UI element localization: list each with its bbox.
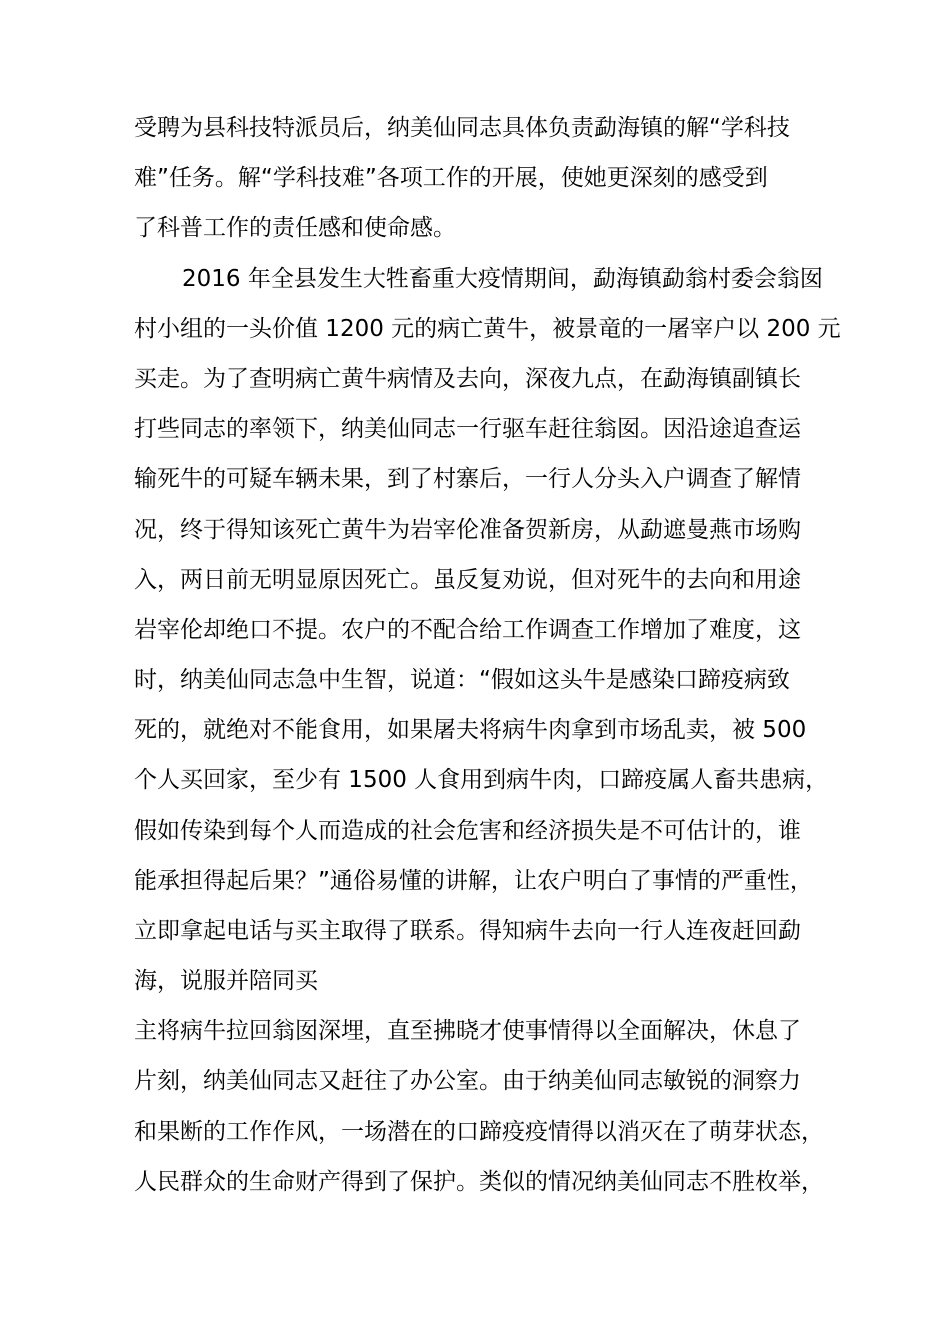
text-line: 立即拿起电话与买主取得了联系。得知病牛去向一行人连夜赶回勐 bbox=[134, 918, 801, 944]
text-line: 村小组的一头价值 1200 元的病亡黄牛，被景竜的一屠宰户以 200 元 bbox=[134, 316, 841, 342]
text-line: 了科普工作的责任感和使命感。 bbox=[134, 215, 456, 241]
text-line: 难”任务。解“学科技难”各项工作的开展，使她更深刻的感受到 bbox=[134, 165, 768, 191]
text-line: 输死牛的可疑车辆未果，到了村寨后，一行人分头入户调查了解情 bbox=[134, 466, 801, 492]
text-line: 入，两日前无明显原因死亡。虽反复劝说，但对死牛的去向和用途 bbox=[134, 567, 801, 593]
text-line: 假如传染到每个人而造成的社会危害和经济损失是不可估计的，谁 bbox=[134, 818, 801, 844]
text-line: 个人买回家，至少有 1500 人食用到病牛肉，口蹄疫属人畜共患病， bbox=[134, 767, 829, 793]
text-line: 和果断的工作作风，一场潜在的口蹄疫疫情得以消灭在了萌芽状态， bbox=[134, 1119, 824, 1145]
text-line: 主将病牛拉回翁囡深埋，直至拂晓才使事情得以全面解决，休息了 bbox=[134, 1018, 801, 1044]
text-line: 买走。为了查明病亡黄牛病情及去向，深夜九点，在勐海镇副镇长 bbox=[134, 366, 801, 392]
text-line: 岩宰伦却绝口不提。农户的不配合给工作调查工作增加了难度，这 bbox=[134, 617, 801, 643]
text-line: 况，终于得知该死亡黄牛为岩宰伦准备贺新房，从勐遮曼燕市场购 bbox=[134, 517, 801, 543]
text-line: 死的，就绝对不能食用，如果屠夫将病牛肉拿到市场乱卖，被 500 bbox=[134, 717, 807, 743]
text-line: 片刻，纳美仙同志又赶往了办公室。由于纳美仙同志敏锐的洞察力 bbox=[134, 1068, 801, 1094]
text-line: 海，说服并陪同买 bbox=[134, 968, 318, 994]
text-line: 打些同志的率领下，纳美仙同志一行驱车赶往翁囡。因沿途追查运 bbox=[134, 416, 801, 442]
text-line: 人民群众的生命财产得到了保护。类似的情况纳美仙同志不胜枚举， bbox=[134, 1169, 824, 1195]
text-line: 时，纳美仙同志急中生智，说道：“假如这头牛是感染口蹄疫病致 bbox=[134, 667, 790, 693]
text-line: 受聘为县科技特派员后，纳美仙同志具体负责勐海镇的解“学科技 bbox=[134, 115, 790, 141]
paragraph-first-line: 2016 年全县发生大牲畜重大疫情期间，勐海镇勐翁村委会翁囡 bbox=[182, 266, 823, 292]
text-line: 能承担得起后果？”通俗易懂的讲解，让农户明白了事情的严重性， bbox=[134, 868, 813, 894]
